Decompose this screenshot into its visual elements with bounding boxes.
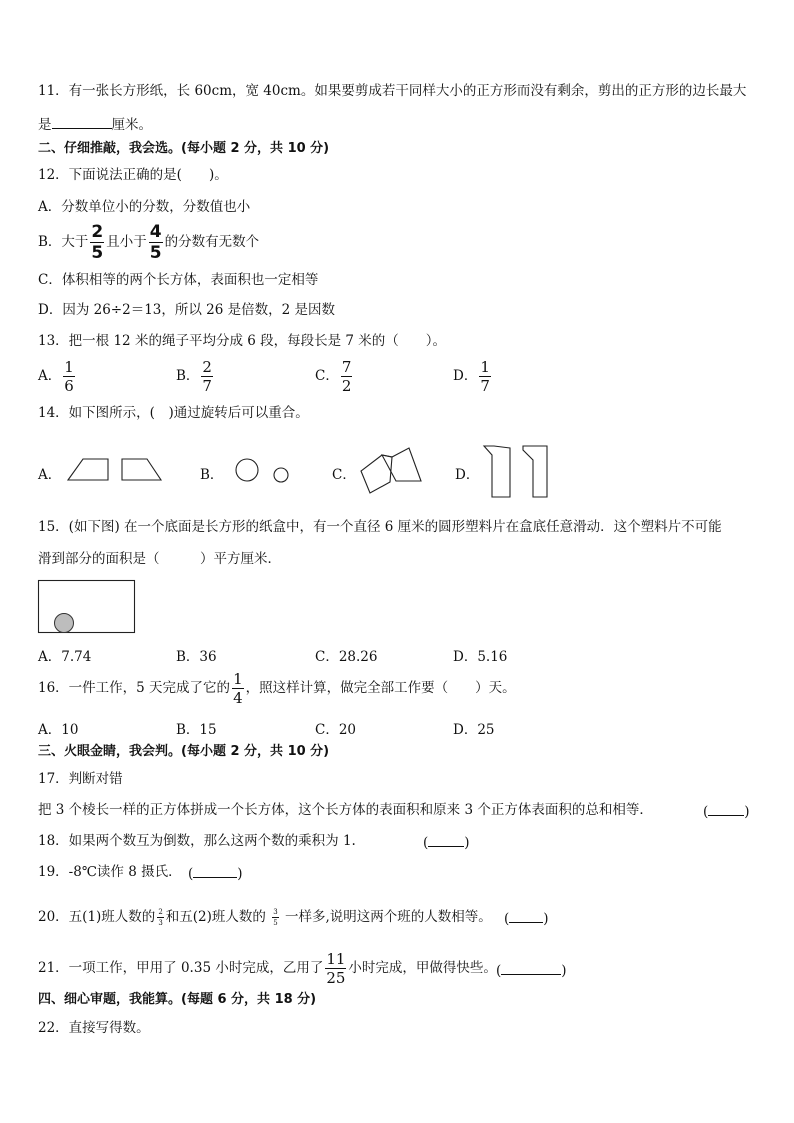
tall-shape bbox=[484, 446, 510, 497]
frac-num: 11 bbox=[326, 949, 346, 968]
q12-stem: 12．下面说法正确的是( )。 bbox=[38, 167, 228, 183]
option-label: D． bbox=[453, 368, 478, 384]
q12-option-d: D．因为 26÷2＝13，所以 26 是倍数，2 是因数 bbox=[38, 302, 336, 318]
frac-den: 3 bbox=[158, 918, 163, 927]
answer-blank[interactable] bbox=[428, 832, 464, 847]
frac-den: 5 bbox=[149, 242, 162, 263]
frac-den: 5 bbox=[273, 918, 278, 927]
q21-pre: 21．一项工作，甲用了 0.35 小时完成，乙用了 bbox=[38, 960, 324, 976]
paren-open: ( bbox=[423, 835, 429, 851]
frac-num: 3 bbox=[273, 907, 278, 916]
q21-text bbox=[38, 948, 497, 988]
q17-stem: 17．判断对错 bbox=[38, 771, 123, 787]
q16-pre: 16．一件工作，5 天完成了它的 bbox=[38, 680, 231, 696]
q12-option-a: A．分数单位小的分数，分数值也小 bbox=[38, 199, 251, 215]
paren-open: ( bbox=[504, 911, 510, 927]
tall-shape bbox=[523, 446, 547, 497]
answer-blank[interactable] bbox=[501, 960, 561, 975]
pentagon-shape bbox=[361, 455, 392, 493]
q20-post: 一样多,说明这两个班的人数相等。 bbox=[284, 909, 492, 925]
q16-option-d: D．25 bbox=[453, 722, 495, 738]
q15-line2: 滑到部分的面积是（ ）平方厘米． bbox=[38, 551, 281, 567]
paren-open: ( bbox=[703, 804, 709, 820]
q19-answer-paren[interactable] bbox=[188, 863, 243, 882]
q20-text bbox=[38, 900, 492, 934]
q16-option-b: B．15 bbox=[176, 722, 217, 738]
q17-answer-paren[interactable] bbox=[703, 801, 750, 820]
q12-b-post: 的分数有无数个 bbox=[164, 234, 260, 250]
q11-line1: 11．有一张长方形纸，长 60cm，宽 40cm。如果要剪成若干同样大小的正方形而没有剩余，剪出的正方形的边长最大 bbox=[38, 83, 747, 99]
frac-num: 4 bbox=[149, 221, 162, 242]
answer-blank[interactable] bbox=[708, 801, 744, 816]
frac-den: 2 bbox=[341, 376, 352, 395]
paren-close: ) bbox=[744, 804, 750, 820]
q14-option-b-label: B． bbox=[200, 467, 224, 483]
trapezoid-shape bbox=[122, 459, 161, 480]
circle-shape bbox=[274, 468, 288, 482]
q20-pre: 20．五(1)班人数的 bbox=[38, 909, 156, 925]
frac-den: 7 bbox=[480, 376, 490, 395]
q18-text: 18．如果两个数互为倒数，那么这两个数的乘积为 1. bbox=[38, 833, 356, 849]
q17-text: 把 3 个棱长一样的正方体拼成一个长方体，这个长方体的表面积和原来 3 个正方体表面积的总和相等． bbox=[38, 802, 653, 818]
q16-stem bbox=[38, 668, 516, 708]
option-label: A． bbox=[38, 368, 62, 384]
paren-close: ) bbox=[464, 835, 470, 851]
q16-post: ，照这样计算，做完全部工作要（ ）天。 bbox=[245, 680, 516, 696]
trapezoid-shape bbox=[68, 459, 108, 480]
frac-num: 1 bbox=[233, 669, 243, 688]
q12-b-pre: B．大于 bbox=[38, 234, 89, 250]
q14-option-a-label: A． bbox=[38, 467, 62, 483]
plastic-disc bbox=[55, 614, 74, 633]
fraction-2-3 bbox=[157, 909, 163, 927]
q18-answer-paren[interactable] bbox=[423, 832, 470, 851]
q12-option-c: C．体积相等的两个长方体，表面积也一定相等 bbox=[38, 272, 319, 288]
q13-stem: 13．把一根 12 米的绳子平均分成 6 段，每段长是 7 米的（ ）。 bbox=[38, 333, 447, 349]
frac-den: 4 bbox=[233, 688, 243, 707]
circle-shape bbox=[236, 459, 258, 481]
frac-num: 2 bbox=[158, 907, 163, 916]
q12-b-mid: 且小于 bbox=[106, 234, 147, 250]
option-label: C． bbox=[315, 368, 339, 384]
q15-option-b: B．36 bbox=[176, 649, 217, 665]
q16-option-a: A．10 bbox=[38, 722, 79, 738]
frac-den: 6 bbox=[64, 376, 74, 395]
q11-pre: 是 bbox=[38, 117, 52, 133]
q20-mid: 和五(2)班人数的 bbox=[165, 909, 266, 925]
q19-text: 19．-8℃读作 8 摄氏． bbox=[38, 864, 182, 880]
frac-num: 2 bbox=[202, 357, 212, 376]
paper-box-rectangle bbox=[39, 581, 135, 633]
q14-option-d-label: D． bbox=[455, 467, 480, 483]
q20-answer-paren[interactable] bbox=[504, 908, 549, 927]
q21-post: 小时完成，甲做得快些。 bbox=[348, 960, 497, 976]
q11-post: 厘米。 bbox=[111, 117, 152, 133]
pentagon-shape bbox=[382, 448, 421, 481]
frac-den: 25 bbox=[326, 968, 346, 987]
fraction-11-25 bbox=[325, 949, 346, 987]
option-label: B． bbox=[176, 368, 200, 384]
q15-option-c: C．28.26 bbox=[315, 649, 378, 665]
frac-num: 7 bbox=[341, 357, 352, 376]
section-2-title: 二、仔细推敲，我会选。(每小题 2 分，共 10 分) bbox=[38, 141, 330, 156]
frac-den: 5 bbox=[91, 242, 104, 263]
q21-answer-paren[interactable] bbox=[496, 960, 567, 979]
paren-close: ) bbox=[237, 866, 243, 882]
frac-num: 2 bbox=[91, 221, 104, 242]
q14-stem: 14．如下图所示，( )通过旋转后可以重合。 bbox=[38, 405, 309, 421]
q16-option-c: C．20 bbox=[315, 722, 357, 738]
q15-option-d: D．5.16 bbox=[453, 649, 508, 665]
section-4-title: 四、细心审题，我能算。(每题 6 分，共 18 分) bbox=[38, 992, 317, 1007]
q14-option-c-label: C． bbox=[332, 467, 356, 483]
frac-num: 1 bbox=[64, 357, 74, 376]
paren-close: ) bbox=[561, 963, 567, 979]
frac-den: 7 bbox=[202, 376, 212, 395]
section-3-title: 三、火眼金睛，我会判。(每小题 2 分，共 10 分) bbox=[38, 744, 330, 759]
fraction-1-4 bbox=[232, 669, 244, 707]
paren-open: ( bbox=[496, 963, 502, 979]
answer-blank[interactable] bbox=[193, 863, 237, 878]
q22-stem: 22．直接写得数。 bbox=[38, 1020, 150, 1036]
frac-num: 1 bbox=[480, 357, 490, 376]
q15-line1: 15．(如下图) 在一个底面是长方形的纸盒中，有一个直径 6 厘米的圆形塑料片在盒底任意滑动．这个塑料片不可能 bbox=[38, 519, 722, 535]
paren-open: ( bbox=[188, 866, 194, 882]
paren-close: ) bbox=[543, 911, 549, 927]
answer-blank[interactable] bbox=[509, 908, 543, 923]
fraction-3-5 bbox=[272, 909, 278, 927]
q15-option-a: A．7.74 bbox=[38, 649, 92, 665]
